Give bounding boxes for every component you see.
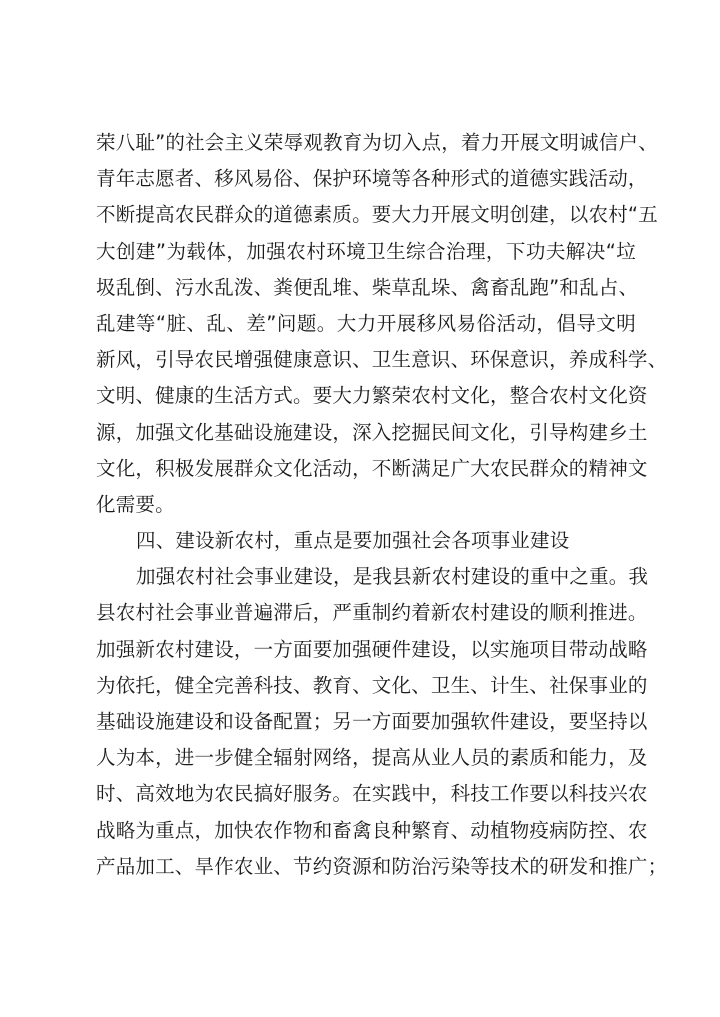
text-line: 文明、健康的生活方式。要大力繁荣农村文化，整合农村文化资 bbox=[96, 384, 648, 408]
text-line: 县农村社会事业普遍滞后，严重制约着新农村建设的顺利推进。 bbox=[96, 601, 648, 625]
text-line: 时、高效地为农民搞好服务。在实践中，科技工作要以科技兴农 bbox=[96, 782, 648, 806]
text-line: 青年志愿者、移风易俗、保护环境等各种形式的道德实践活动， bbox=[96, 167, 648, 191]
text-line: 源，加强文化基础设施建设，深入挖掘民间文化，引导构建乡土 bbox=[96, 420, 648, 444]
paragraph-first-line: 加强农村社会事业建设，是我县新农村建设的重中之重。我 bbox=[136, 565, 649, 589]
text-line: 文化，积极发展群众文化活动，不断满足广大农民群众的精神文 bbox=[96, 456, 648, 480]
text-line: 基础设施建设和设备配置；另一方面要加强软件建设，要坚持以 bbox=[96, 710, 648, 733]
text-line: 为依托，健全完善科技、教育、文化、卫生、计生、社保事业的 bbox=[96, 673, 648, 697]
text-line: 战略为重点，加快农作物和畜禽良种繁育、动植物疫病防控、农 bbox=[96, 818, 648, 842]
paragraph-end-line: 化需要。 bbox=[96, 492, 175, 516]
text-line: 乱建等“脏、乱、差”问题。大力开展移风易俗活动，倡导文明 bbox=[96, 311, 636, 335]
section-heading: 四、建设新农村，重点是要加强社会各项事业建设 bbox=[136, 529, 570, 553]
text-line: 不断提高农民群众的道德素质。要大力开展文明创建，以农村“五 bbox=[96, 203, 658, 227]
body-text bbox=[96, 125, 668, 885]
text-line: 人为本，进一步健全辐射网络，提高从业人员的素质和能力，及 bbox=[96, 746, 648, 770]
text-line: 荣八耻”的社会主义荣辱观教育为切入点，着力开展文明诚信户、 bbox=[96, 131, 658, 154]
text-line: 加强新农村建设，一方面要加强硬件建设，以实施项目带动战略 bbox=[96, 637, 648, 661]
text-line: 大创建”为载体，加强农村环境卫生综合治理，下功夫解决“垃 bbox=[96, 239, 636, 263]
text-line: 产品加工、旱作农业、节约资源和防治污染等技术的研发和推广； bbox=[96, 854, 668, 878]
text-line: 新风，引导农民增强健康意识、卫生意识、环保意识，养成科学、 bbox=[96, 348, 668, 372]
text-line: 圾乱倒、污水乱泼、粪便乱堆、柴草乱垛、禽畜乱跑”和乱占、 bbox=[96, 275, 639, 299]
